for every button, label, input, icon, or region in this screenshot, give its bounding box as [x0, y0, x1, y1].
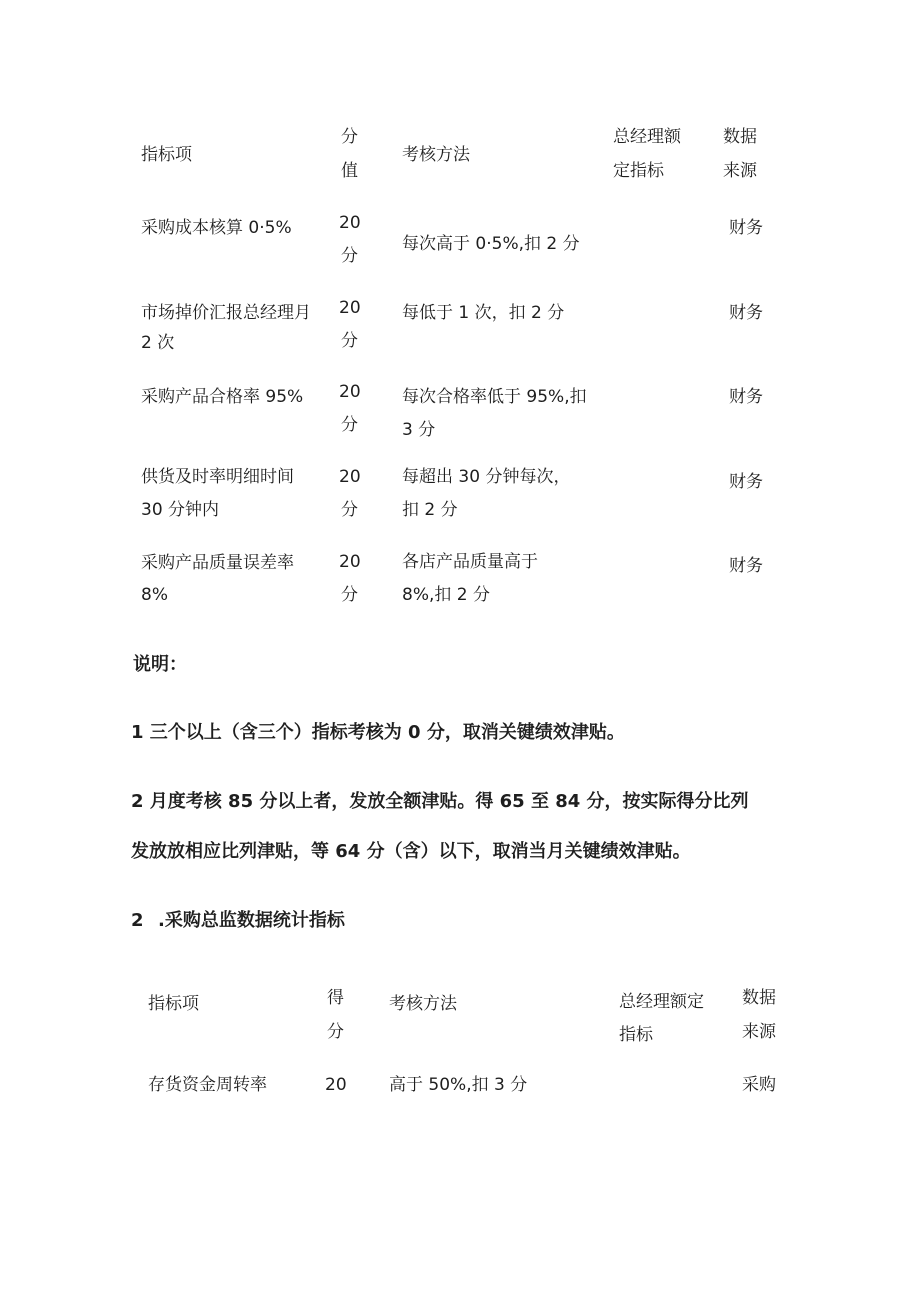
header-score-line1: 得	[327, 988, 344, 1008]
row-method-line2: 3 分	[402, 420, 436, 440]
header-score-line1: 分	[341, 127, 358, 147]
row-score-unit: 分	[341, 415, 358, 435]
row-method-line1: 每超出 30 分钟每次，	[402, 467, 571, 487]
header-score-line2: 分	[327, 1022, 344, 1042]
row-item-line2: 30 分钟内	[141, 500, 220, 520]
row-item-line1: 市场掉价汇报总经理月	[141, 303, 311, 323]
header-quota-line2: 定指标	[613, 161, 664, 181]
row-source: 财务	[729, 218, 763, 238]
row-method-line1: 每次合格率低于 95%,扣	[402, 387, 587, 407]
row-method-line2: 扣 2 分	[402, 500, 458, 520]
row-source: 财务	[729, 556, 763, 576]
row-method: 每低于 1 次，扣 2 分	[402, 303, 565, 323]
row-method-line2: 8%,扣 2 分	[402, 585, 490, 605]
row-method: 每次高于 0·5%,扣 2 分	[402, 234, 580, 254]
header-score-line2: 值	[341, 161, 358, 181]
row-item-line2: 2 次	[141, 333, 175, 353]
header-quota-line1: 总经理额	[613, 127, 681, 147]
section-title: .采购总监数据统计指标	[158, 910, 345, 931]
header-quota-line2: 指标	[619, 1025, 653, 1045]
row-score-unit: 分	[341, 246, 358, 266]
header-item: 指标项	[141, 145, 192, 165]
row-item-line1: 采购产品质量误差率	[141, 553, 294, 573]
header-method: 考核方法	[402, 145, 470, 165]
note-2-line1: 2 月度考核 85 分以上者，发放全额津贴。得 65 至 84 分，按实际得分比列	[131, 791, 749, 812]
row-source: 采购	[742, 1075, 776, 1095]
row-score-unit: 分	[341, 331, 358, 351]
row-score-value: 20	[339, 552, 361, 572]
notes-heading: 说明：	[133, 654, 187, 675]
header-item: 指标项	[148, 994, 199, 1014]
row-score-value: 20	[339, 298, 361, 318]
row-item: 采购成本核算 0·5%	[141, 218, 292, 238]
row-score-value: 20	[339, 382, 361, 402]
row-item: 存货资金周转率	[148, 1075, 267, 1095]
note-2-line2: 发放放相应比列津贴，等 64 分（含）以下，取消当月关键绩效津贴。	[131, 841, 691, 862]
section-number: 2	[131, 910, 144, 931]
row-method-line1: 各店产品质量高于	[402, 552, 538, 572]
row-source: 财务	[729, 387, 763, 407]
row-score: 20	[325, 1075, 347, 1095]
row-score-value: 20	[339, 213, 361, 233]
header-quota-line1: 总经理额定	[619, 992, 704, 1012]
header-method: 考核方法	[389, 994, 457, 1014]
row-item: 采购产品合格率 95%	[141, 387, 304, 407]
note-1: 1 三个以上（含三个）指标考核为 0 分，取消关键绩效津贴。	[131, 722, 625, 743]
header-source-line1: 数据	[723, 127, 757, 147]
row-source: 财务	[729, 303, 763, 323]
row-method: 高于 50%,扣 3 分	[389, 1075, 528, 1095]
row-source: 财务	[729, 472, 763, 492]
row-item-line1: 供货及时率明细时间	[141, 467, 294, 487]
header-source-line2: 来源	[723, 161, 757, 181]
row-score-value: 20	[339, 467, 361, 487]
row-score-unit: 分	[341, 500, 358, 520]
row-score-unit: 分	[341, 585, 358, 605]
row-item-line2: 8%	[141, 585, 168, 605]
header-source-line2: 来源	[742, 1022, 776, 1042]
header-source-line1: 数据	[742, 988, 776, 1008]
